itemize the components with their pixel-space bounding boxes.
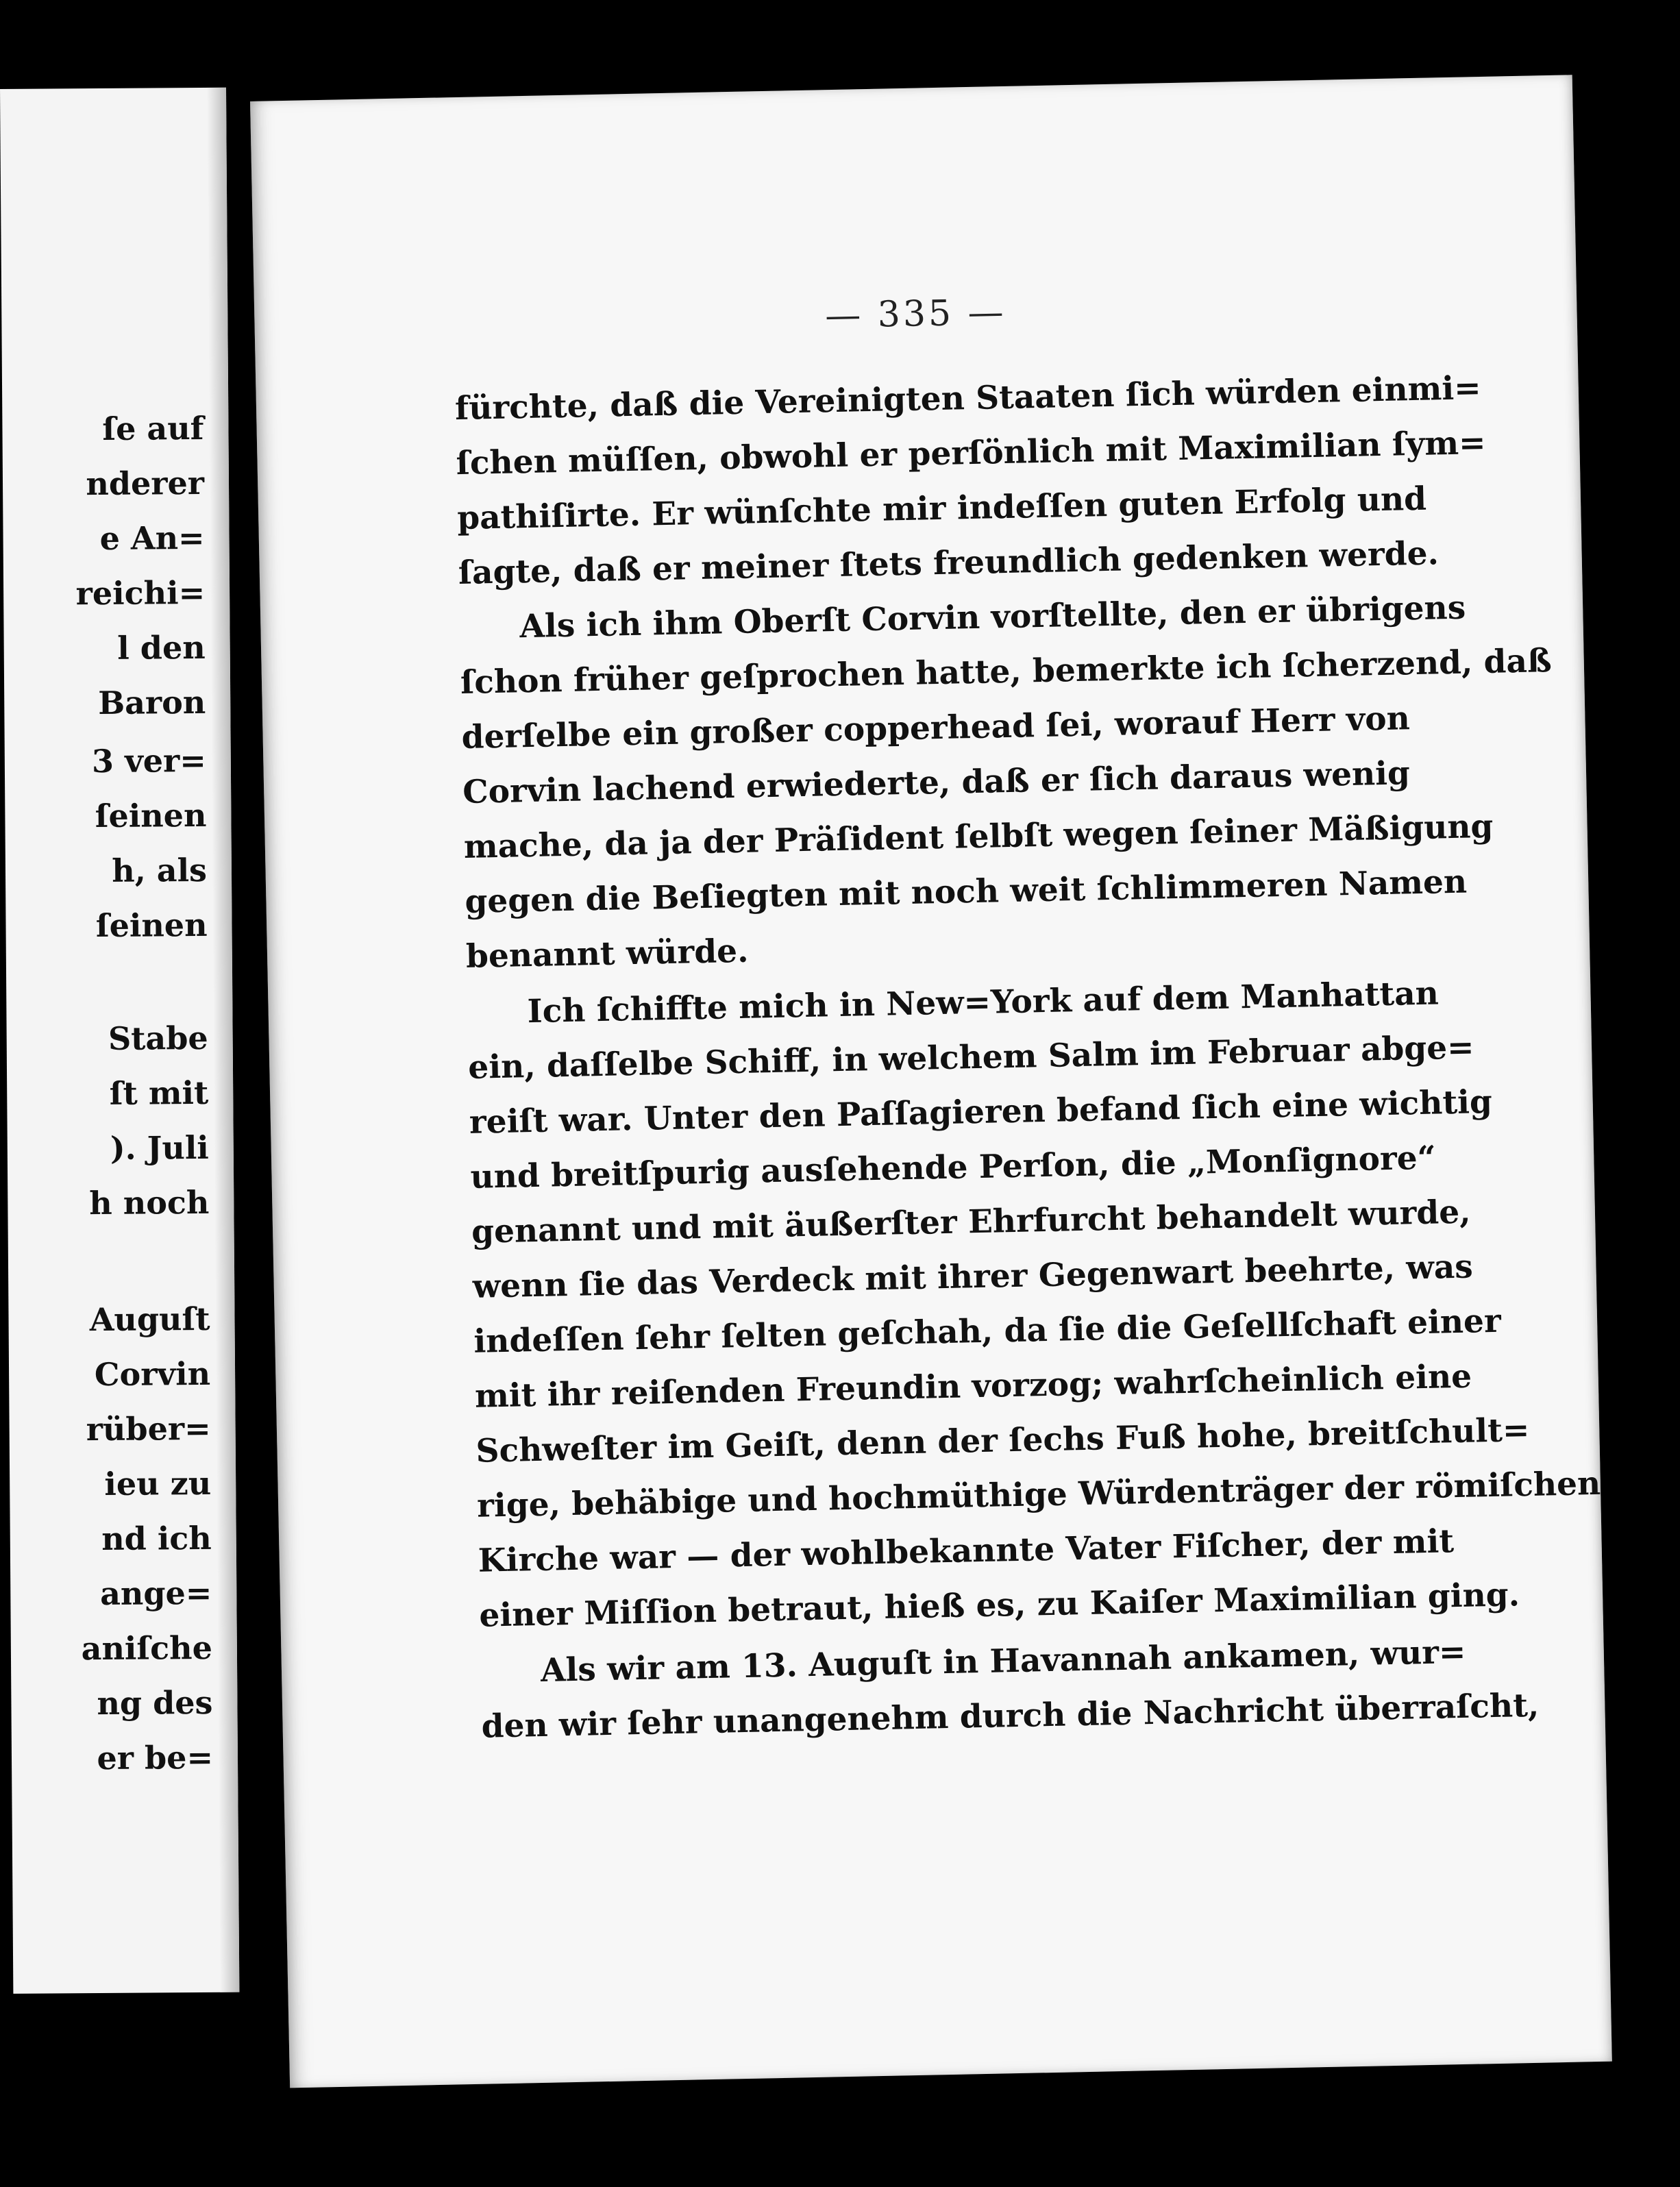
text-line: benannt würde.: [465, 932, 749, 976]
left-page-fragment: [0, 88, 239, 1994]
left-fragment-line: h noch: [89, 1183, 210, 1222]
text-line: Schweſter im Geiſt, denn der ſechs Fuß hohe, breitſchult=: [475, 1411, 1530, 1470]
text-line: Ich ſchiffte mich in New=York auf dem Manhattan: [527, 974, 1440, 1031]
text-line: Kirche war — der wohlbekannte Vater Fiſcher, der mit: [478, 1522, 1455, 1580]
text-line: Corvin lachend erwiederte, daß er ſich daraus wenig: [462, 754, 1411, 811]
left-fragment-line: er be=: [97, 1738, 214, 1777]
text-line: ſchon früher geſprochen hatte, bemerkte ich ſcherzend, daß: [460, 642, 1553, 702]
text-line: genannt und mit äußerſter Ehrfurcht behandelt wurde,: [471, 1193, 1471, 1251]
left-fragment-line: nderer: [86, 464, 205, 503]
left-fragment-line: e An=: [99, 519, 205, 557]
left-fragment-line: ieu zu: [104, 1464, 212, 1503]
text-line: fürchte, daß die Vereinigten Staaten ſich würden einmi=: [454, 369, 1482, 428]
page-number: — 335 —: [824, 291, 1007, 337]
left-fragment-line: rüber=: [86, 1409, 211, 1448]
text-line: derſelbe ein großer copperhead ſei, worauf Herr von: [461, 700, 1411, 756]
book-page: [250, 75, 1612, 2088]
left-fragment-line: Corvin: [94, 1355, 211, 1394]
left-fragment-line: ſe auf: [102, 409, 204, 447]
text-line: indeſſen ſehr ſelten geſchah, da ſie die Geſellſchaft einer: [473, 1302, 1502, 1361]
left-fragment-line: h, als: [112, 851, 208, 889]
text-line: pathiſirte. Er wünſchte mir indeſſen guten Erfolg und: [456, 480, 1427, 538]
text-line: Als wir am 13. Auguſt in Havannah ankamen, wur=: [540, 1633, 1466, 1690]
text-line: mache, da ja der Präſident ſelbſt wegen ſeiner Mäßigung: [463, 807, 1494, 866]
left-fragment-line: ſeinen: [95, 906, 208, 945]
text-line: den wir ſehr unangenehm durch die Nachricht überraſcht,: [481, 1686, 1540, 1746]
text-line: ſchen müſſen, obwohl er perſönlich mit Maximilian ſym=: [456, 423, 1487, 483]
text-line: gegen die Beſiegten mit noch weit ſchlimmeren Namen: [464, 863, 1468, 921]
left-fragment-line: 3 ver=: [91, 741, 207, 780]
left-fragment-line: nd ich: [101, 1519, 212, 1558]
left-fragment-line: l den: [117, 628, 206, 667]
text-line: ein, daſſelbe Schiff, in welchem Salm im Februar abge=: [467, 1028, 1475, 1087]
left-fragment-line: Stabe: [108, 1019, 208, 1057]
text-line: reiſt war. Unter den Paſſagieren befand ſich eine wichtig: [469, 1083, 1493, 1141]
left-fragment-line: ). Juli: [110, 1128, 209, 1167]
text-line: Als ich ihm Oberſt Corvin vorſtellte, den er übrigens: [519, 589, 1466, 646]
left-fragment-line: aniſche: [81, 1629, 213, 1668]
body-text: [454, 368, 1601, 1746]
text-line: und breitſpurig ausſehende Perſon, die „Monſignore“: [470, 1139, 1437, 1196]
text-line: rige, behäbige und hochmüthige Würdenträger der römiſchen: [476, 1464, 1601, 1525]
text-line: wenn ſie das Verdeck mit ihrer Gegenwart beehrte, was: [472, 1248, 1474, 1306]
left-fragment-line: reichi=: [75, 573, 206, 613]
text-line: mit ihr reiſenden Freundin vorzog; wahrſcheinlich eine: [474, 1357, 1472, 1416]
left-fragment-line: ange=: [99, 1574, 212, 1613]
left-fragment-line: ſeinen: [95, 796, 207, 835]
text-line: ſagte, daß er meiner ſtets freundlich gedenken werde.: [458, 534, 1440, 593]
text-line: einer Miſſion betraut, hieß es, zu Kaiſer Maximilian ging.: [478, 1576, 1520, 1635]
left-fragment-line: Auguſt: [89, 1300, 210, 1339]
left-fragment-line: Baron: [98, 683, 206, 722]
left-fragment-line: ng des: [97, 1683, 213, 1722]
left-fragment-line: ſt mit: [109, 1074, 209, 1112]
